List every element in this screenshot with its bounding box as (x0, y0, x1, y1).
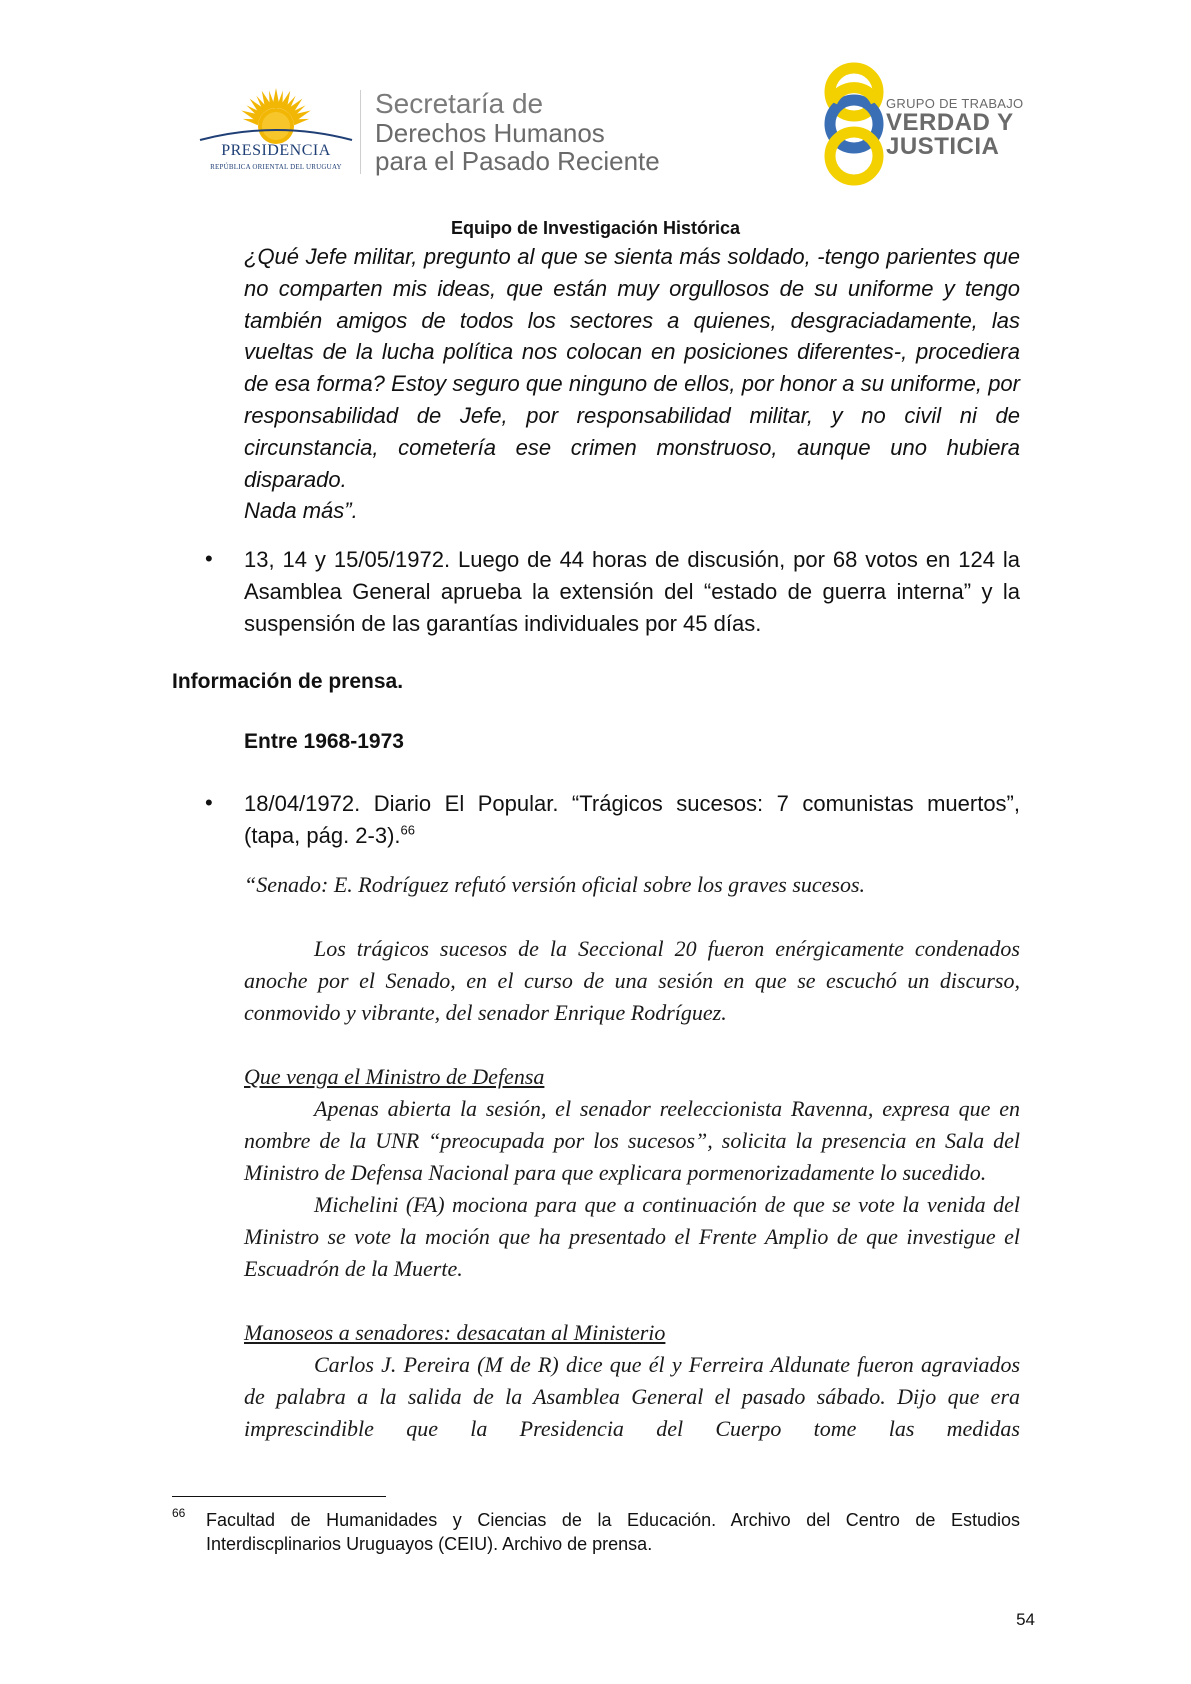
quote-closing: Nada más”. (244, 498, 358, 524)
section-title: Información de prensa. (172, 670, 404, 693)
presidencia-name: PRESIDENCIA (221, 142, 331, 159)
footnote-text: Facultad de Humanidades y Ciencias de la Educación. Archivo del Centro de Estudios Interdiscplinarios Uruguayos (CEIU). Archivo de prensa. (206, 1510, 1020, 1554)
press-paragraph: Apenas abierta la sesión, el senador reeleccionista Ravenna, expresa que en nombre de la UNR “preocupada por los sucesos”, solicita la presencia en Sala del Ministro de Defensa Nacional para que explicara pormenorizadamente lo sucedido. (244, 1096, 1020, 1185)
quote-paragraph: ¿Qué Jefe militar, pregunto al que se sienta más soldado, -tengo parientes que no comparten mis ideas, que están muy orgullosos de su uniforme y tengo también amigos de todos los sectores a quienes, desgraciadamente, las vueltas de la lucha política nos colocan en posiciones diferentes-, procediera de esa forma? Estoy seguro que ninguno de ellos, por honor a su uniforme, por responsabilidad de Jefe, por responsabilidad militar, y no civil ni de circunstancia, cometería ese crimen monstruoso, aunque uno hubiera disparado. (244, 244, 1020, 492)
spacer (244, 1029, 1020, 1061)
footnote-number: 66 (172, 1506, 186, 1520)
press-headline: “Senado: E. Rodríguez refutó versión oficial sobre los graves sucesos. (244, 872, 866, 897)
bullet-marker: • (205, 790, 213, 815)
presidencia-sun-logo (196, 80, 356, 176)
secretaria-line3: para el Pasado Reciente (375, 146, 660, 176)
verdad-label: VERDAD Y (886, 109, 1014, 136)
press-paragraph: Carlos J. Pereira (M de R) dice que él y Ferreira Aldunate fueron agraviados de palabra a la salida de la Asamblea General el pasado sábado. Dijo que era imprescindible que la Presidencia del Cuerpo tome las medidas (244, 1352, 1020, 1441)
bullet-marker: • (205, 546, 213, 571)
secretaria-line1: Secretaría de (375, 88, 544, 119)
footnote-ref: 66 (400, 822, 416, 838)
verdad-justicia-text (886, 96, 1023, 159)
footnote-rule (172, 1496, 386, 1497)
justicia-label: JUSTICIA (886, 133, 1000, 160)
press-excerpt (244, 869, 1020, 1445)
press-paragraph: Los trágicos sucesos de la Seccional 20 fueron enérgicamente condenados anoche por el Senado, en el curso de una sesión en que se escuchó un discurso, conmovido y vibrante, del senador Enrique Rodríguez. (244, 936, 1020, 1025)
bullet-item-asamblea: 13, 14 y 15/05/1972. Luego de 44 horas de discusión, por 68 votos en 124 la Asamblea General aprueba la extensión del “estado de guerra interna” y la suspensión de las garantías individuales por 45 días. (244, 547, 1020, 636)
bullet-item-el-popular (244, 788, 1020, 852)
secretaria-line2: Derechos Humanos (375, 118, 605, 148)
quote-block (244, 241, 1020, 527)
spacer (244, 1285, 1020, 1317)
press-subheading: Manoseos a senadores: desacatan al Ministerio (244, 1320, 666, 1345)
equipo-heading: Equipo de Investigación Histórica (450, 218, 741, 238)
press-paragraph: Michelini (FA) mociona para que a continuación de que se vote la venida del Ministro se vote la moción que ha presentado el Frente Amplio de que investigue el Escuadrón de la Muerte. (244, 1192, 1020, 1281)
press-subheading: Que venga el Ministro de Defensa (244, 1064, 545, 1089)
grupo-trabajo-label: GRUPO DE TRABAJO (886, 96, 1024, 111)
page-header (0, 0, 1191, 238)
page-number: 54 (1016, 1610, 1035, 1629)
spacer (244, 901, 1020, 933)
presidencia-subtitle: REPÚBLICA ORIENTAL DEL URUGUAY (210, 163, 342, 171)
subsection-title: Entre 1968-1973 (244, 730, 404, 753)
bullet-item-text: 18/04/1972. Diario El Popular. “Trágicos sucesos: 7 comunistas muertos”, (tapa, pág. 2-3). (244, 791, 1020, 848)
secretaria-title (375, 90, 660, 174)
header-divider (360, 90, 361, 174)
